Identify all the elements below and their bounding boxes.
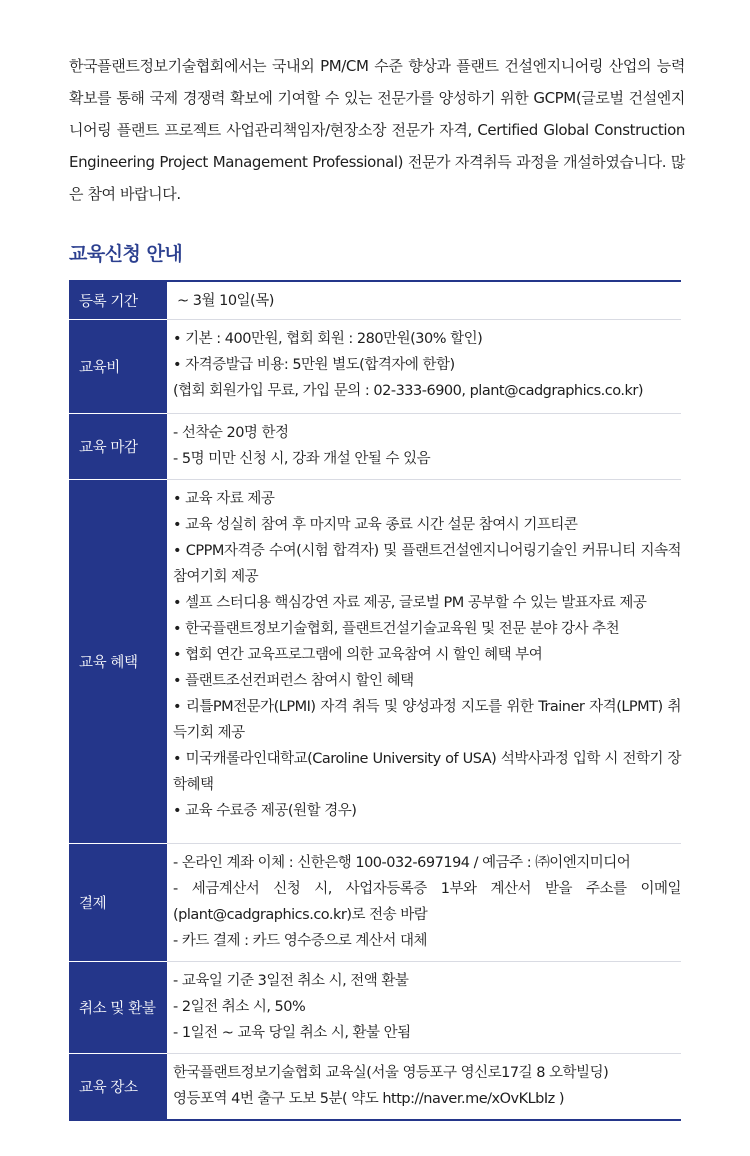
content-line: - 교육일 기준 3일전 취소 시, 전액 환불	[173, 973, 409, 989]
content-line: - 선착순 20명 한정	[173, 425, 289, 441]
row-fee	[69, 320, 681, 414]
row-content	[167, 414, 681, 480]
row-content	[167, 1054, 681, 1120]
content-line: • 셀프 스터디용 핵심강연 자료 제공, 글로벌 PM 공부할 수 있는 발표자료 제공	[173, 595, 647, 611]
section-title: 교육신청 안내	[69, 243, 183, 265]
content-line: • 기본 : 400만원, 협회 회원 : 280만원(30% 할인)	[173, 331, 483, 347]
content-line: - 2일전 취소 시, 50%	[173, 999, 306, 1015]
row-label: 등록 기간	[69, 281, 167, 320]
row-content	[167, 962, 681, 1054]
content-line: (협회 회원가입 무료, 가입 문의 : 02-333-6900, plant@cadgraphics.co.kr)	[173, 383, 643, 399]
content-line: - 5명 미만 신청 시, 강좌 개설 안될 수 있음	[173, 451, 431, 467]
content-line: - 세금계산서 신청 시, 사업자등록증 1부와 계산서 받을 주소를 이메일(plant@cadgraphics.co.kr)로 전송 바람	[173, 881, 681, 923]
content-line: - 온라인 계좌 이체 : 신한은행 100-032-697194 / 예금주 : ㈜이엔지미디어	[173, 855, 631, 871]
content-line: 영등포역 4번 출구 도보 5분( 약도 http://naver.me/xOvKLbIz )	[173, 1091, 565, 1107]
content-line: • 리틀PM전문가(LPMI) 자격 취득 및 양성과정 지도를 위한 Trainer 자격(LPMT) 취득기회 제공	[173, 699, 681, 741]
row-label: 취소 및 환불	[69, 962, 167, 1054]
row-registration-period	[69, 281, 681, 320]
row-content	[167, 480, 681, 844]
content-line: • 플랜트조선컨퍼런스 참여시 할인 혜택	[173, 673, 414, 689]
row-deadline	[69, 414, 681, 480]
content-line: • 자격증발급 비용: 5만원 별도(합격자에 한함)	[173, 357, 455, 373]
content-line: • CPPM자격증 수여(시험 합격자) 및 플랜트건설엔지니어링기술인 커뮤니티 지속적 참여기회 제공	[173, 543, 681, 585]
row-cancel-refund	[69, 962, 681, 1054]
application-info-table	[69, 280, 681, 1121]
row-label: 교육 마감	[69, 414, 167, 480]
intro-paragraph: 한국플랜트정보기술협회에서는 국내외 PM/CM 수준 향상과 플랜트 건설엔지니어링 산업의 능력 확보를 통해 국제 경쟁력 확보에 기여할 수 있는 전문가를 양성하기 위한 GCPM(글로벌 건설엔지니어링 플랜트 프로젝트 사업관리책임자/현장소장 전문가 자격, Certified Global Construction Engineering Project Management Professional) 전문가 자격취득 과정을 개설하였습니다. 많은 참여 바랍니다.	[69, 57, 685, 203]
row-location	[69, 1054, 681, 1120]
content-line: • 교육 자료 제공	[173, 491, 275, 507]
row-benefits	[69, 480, 681, 844]
content-line: • 협회 연간 교육프로그램에 의한 교육참여 시 할인 혜택 부여	[173, 647, 543, 663]
content-line: 한국플랜트정보기술협회 교육실(서울 영등포구 영신로17길 8 오학빌딩)	[173, 1065, 609, 1081]
row-label: 교육 장소	[69, 1054, 167, 1120]
content-line: • 한국플랜트정보기술협회, 플랜트건설기술교육원 및 전문 분야 강사 추천	[173, 621, 620, 637]
row-content	[167, 844, 681, 962]
content-line: - 1일전 ~ 교육 당일 취소 시, 환불 안됨	[173, 1025, 411, 1041]
content-line: • 교육 성실히 참여 후 마지막 교육 종료 시간 설문 참여시 기프티콘	[173, 517, 578, 533]
content-line: • 미국캐롤라인대학교(Caroline University of USA) 석박사과정 입학 시 전학기 장학혜택	[173, 751, 681, 793]
row-content	[167, 281, 681, 320]
row-label: 교육비	[69, 320, 167, 414]
row-content	[167, 320, 681, 414]
content-line: - 카드 결제 : 카드 영수증으로 계산서 대체	[173, 933, 427, 949]
content-line: ~ 3월 10일(목)	[177, 293, 274, 309]
content-line: • 교육 수료증 제공(원할 경우)	[173, 803, 357, 819]
row-label: 결제	[69, 844, 167, 962]
row-label: 교육 혜택	[69, 480, 167, 844]
row-payment	[69, 844, 681, 962]
